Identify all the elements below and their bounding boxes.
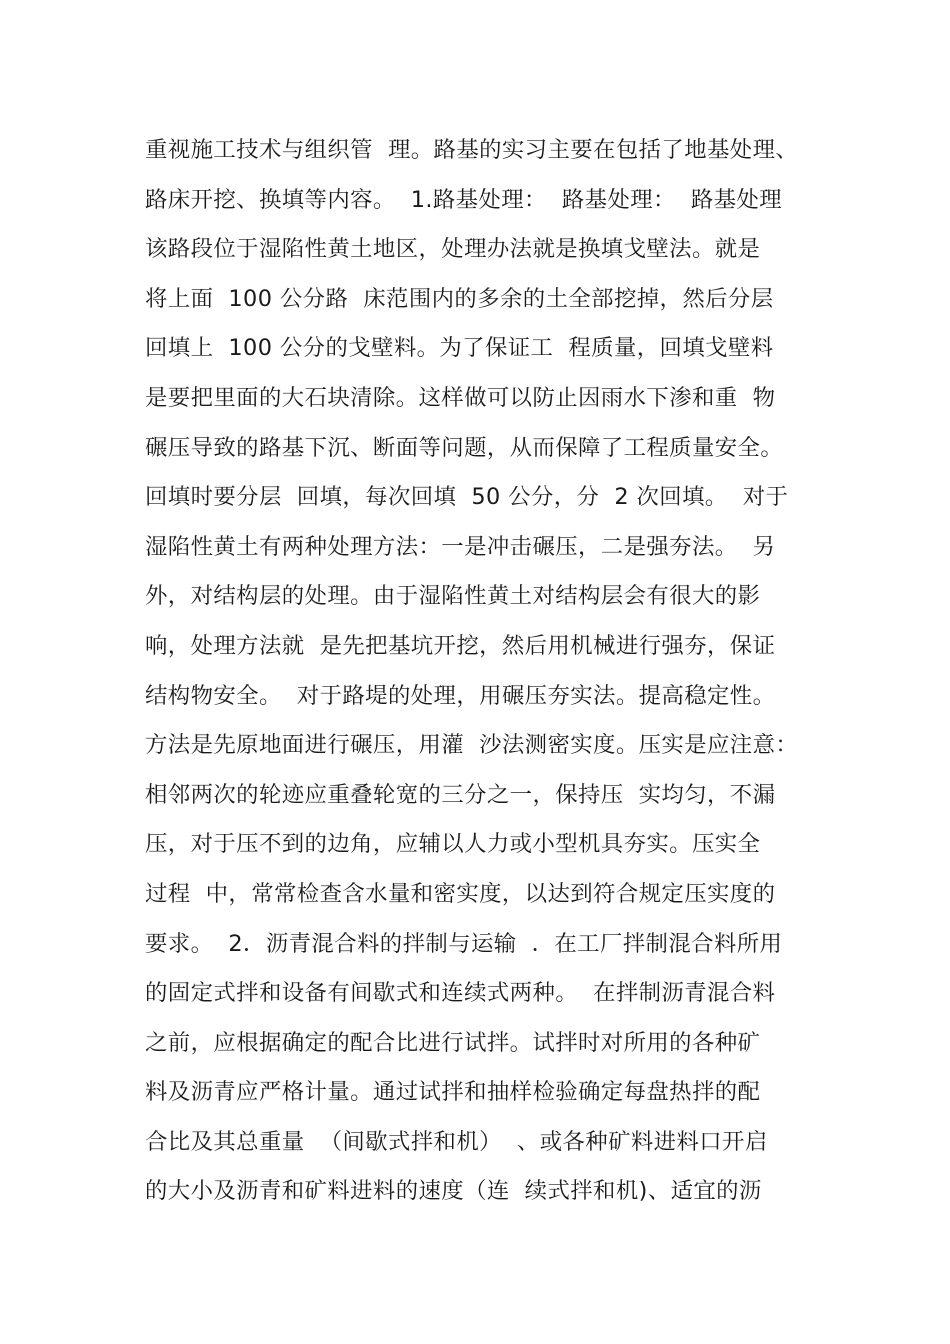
text-line: 过程 中，常常检查含水量和密实度，以达到符合规定压实度的 bbox=[145, 880, 776, 907]
text-line: 之前，应根据确定的配合比进行试拌。试拌时对所用的各种矿 bbox=[145, 1029, 761, 1056]
text-line: 要求。 2．沥青混合料的拌制与运输 ．在工厂拌制混合料所用 bbox=[145, 930, 783, 957]
text-line: 碾压导致的路基下沉、断面等问题，从而保障了工程质量安全。 bbox=[145, 434, 784, 461]
text-line: 重视施工技术与组织管 理。路基的实习主要在包括了地基处理、 bbox=[145, 137, 799, 163]
body-text bbox=[145, 126, 825, 1217]
text-line: 湿陷性黄土有两种处理方法：一是冲击碾压，二是强夯法。 另 bbox=[145, 533, 776, 560]
text-line: 合比及其总重量 （间歇式拌和机） 、或各种矿料进料口开启 bbox=[145, 1128, 768, 1155]
text-line: 压，对于压不到的边角，应辅以人力或小型机具夯实。压实全 bbox=[145, 831, 761, 858]
text-line: 回填时要分层 回填，每次回填 50 公分，分 2 次回填。 对于 bbox=[145, 484, 789, 511]
text-line: 的大小及沥青和矿料进料的速度（连 续式拌和机)、适宜的沥 bbox=[145, 1178, 762, 1205]
text-line: 响，处理方法就 是先把基坑开挖，然后用机械进行强夯，保证 bbox=[145, 632, 776, 659]
text-line: 方法是先原地面进行碾压，用灌 沙法测密实度。压实是应注意： bbox=[145, 732, 799, 759]
text-line: 的固定式拌和设备有间歇式和连续式两种。 在拌制沥青混合料 bbox=[145, 980, 776, 1007]
text-line: 外，对结构层的处理。由于湿陷性黄土对结构层会有很大的影 bbox=[145, 583, 761, 610]
text-line: 相邻两次的轮迹应重叠轮宽的三分之一，保持压 实均匀，不漏 bbox=[145, 781, 776, 808]
text-line: 回填上 100 公分的戈壁料。为了保证工 程质量，回填戈壁料 bbox=[145, 335, 774, 362]
text-line: 结构物安全。 对于路堤的处理，用碾压夯实法。提高稳定性。 bbox=[145, 682, 776, 709]
text-line: 料及沥青应严格计量。通过试拌和抽样检验确定每盘热拌的配 bbox=[145, 1079, 761, 1106]
text-line: 路床开挖、换填等内容。 1.路基处理： 路基处理： 路基处理 bbox=[145, 186, 783, 213]
text-line: 将上面 100 公分路 床范围内的多余的土全部挖掉，然后分层 bbox=[145, 285, 774, 312]
text-line: 该路段位于湿陷性黄土地区，处理办法就是换填戈壁法。就是 bbox=[145, 236, 761, 263]
text-line: 是要把里面的大石块清除。这样做可以防止因雨水下渗和重 物 bbox=[145, 384, 776, 411]
